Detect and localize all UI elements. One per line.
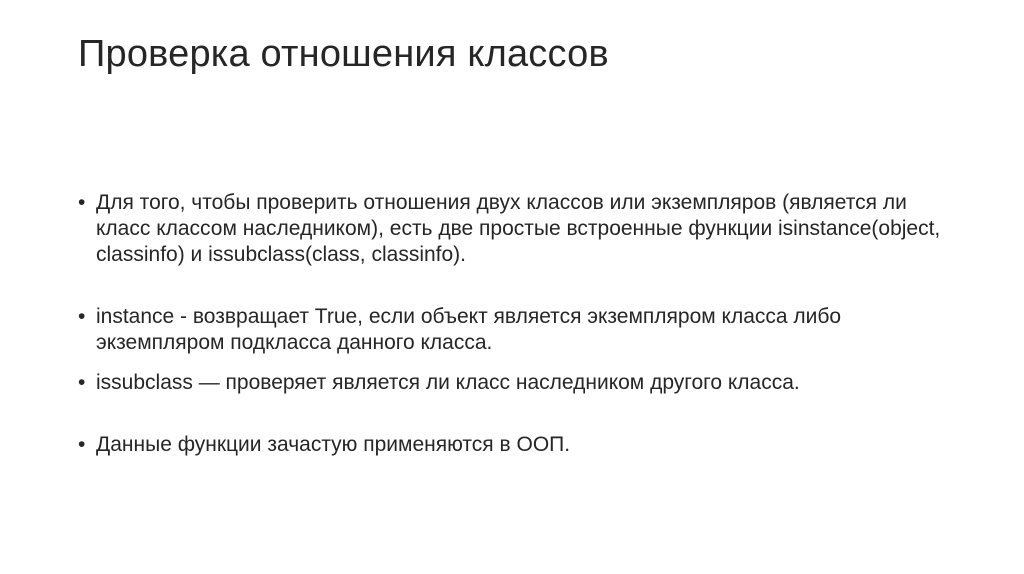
slide-title: Проверка отношения классов	[78, 33, 609, 75]
bullet-text: Данные функции зачастую применяются в ООП.	[96, 433, 571, 456]
bullet-marker: •	[78, 371, 86, 394]
bullet-text: instance - возвращает True, если объект является экземпляром класса либо экземпляром подкласса данного класса.	[96, 305, 842, 354]
slide-content	[78, 190, 958, 458]
bullet-item-4	[78, 432, 958, 458]
bullet-item-2	[78, 304, 958, 356]
spacer	[78, 268, 958, 304]
bullet-item-3	[78, 370, 958, 396]
bullet-text: Для того, чтобы проверить отношения двух классов или экземпляров (является ли класс классом наследником), есть две простые встроенные функции isinstance(object, classinfo) и issubclass(class, classinfo).	[96, 191, 941, 266]
bullet-text: issubclass — проверяет является ли класс наследником другого класса.	[96, 371, 800, 394]
bullet-marker: •	[78, 433, 86, 456]
bullet-marker: •	[78, 191, 86, 214]
spacer	[78, 396, 958, 432]
spacer	[78, 356, 958, 370]
bullet-item-1	[78, 190, 958, 268]
bullet-marker: •	[78, 305, 86, 328]
